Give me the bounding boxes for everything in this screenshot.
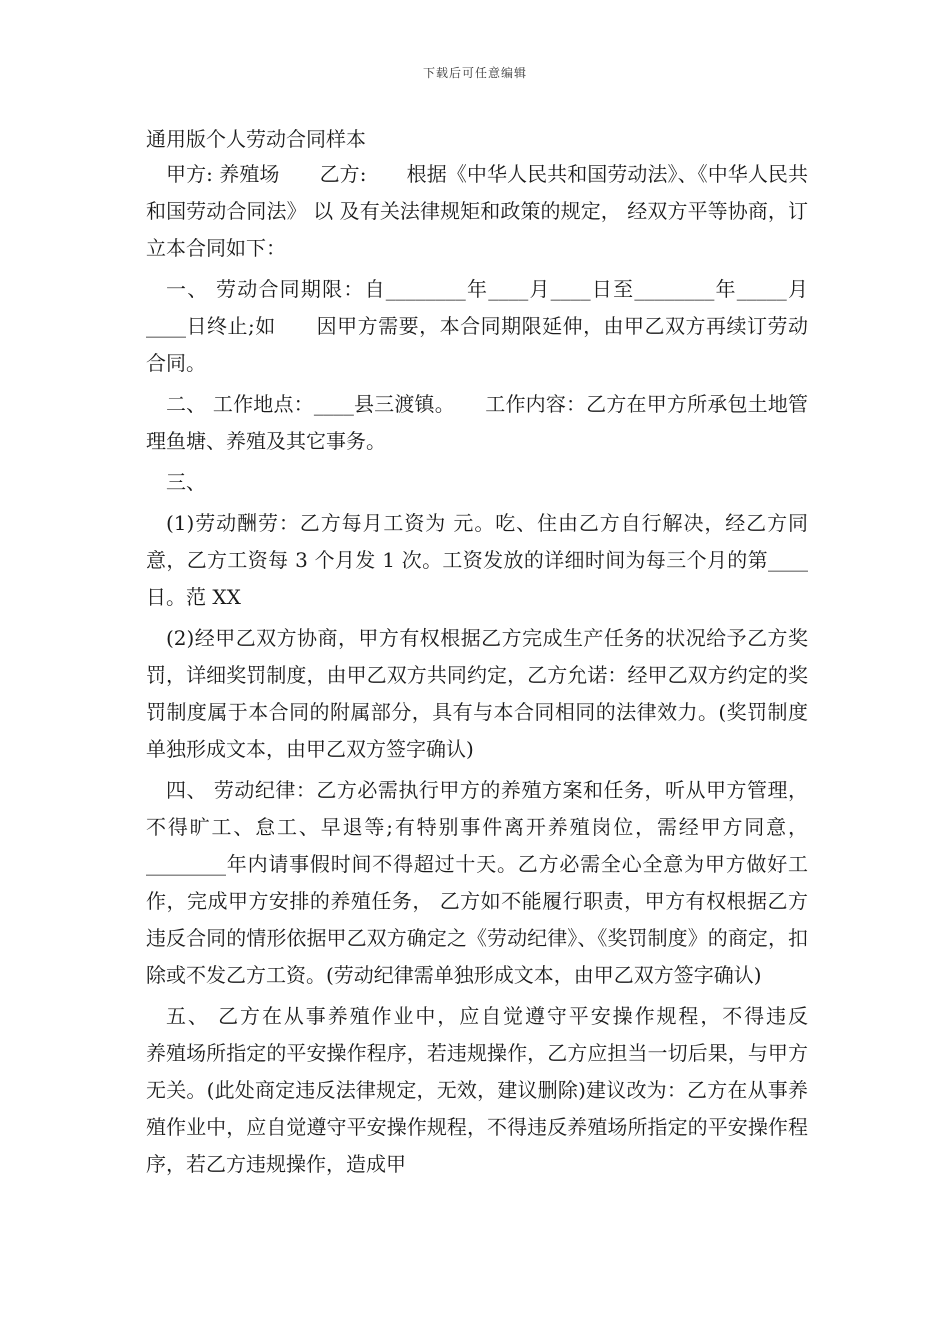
paragraph-rewards-penalties: (2)经甲乙双方协商，甲方有权根据乙方完成生产任务的状况给予乙方奖罚，详细奖罚制度，由甲乙双方共同约定，乙方允诺：经甲乙双方约定的奖罚制度属于本合同的附属部分，具有与本合同相同的法律效力。(奖罚制度单独形成文本，由甲乙双方签字确认) — [146, 626, 808, 761]
paragraph-term: 一、 劳动合同期限：自________年____月____日至________年_____月____日终止;如 因甲方需要，本合同期限延伸，由甲乙双方再续订劳动合同。 — [146, 277, 808, 375]
paragraph-section-three: 三、 — [166, 470, 206, 494]
document-title: 通用版个人劳动合同样本 — [146, 127, 366, 151]
paragraph-labor-discipline: 四、 劳动纪律：乙方必需执行甲方的养殖方案和任务，听从甲方管理，不得旷工、怠工、早退等;有特别事件离开养殖岗位，需经甲方同意，________年内请事假时间不得超过十天。乙方必需全心全意为甲方做好工作，完成甲方安排的养殖任务， 乙方如不能履行职责，甲方有权根据乙方违反合同的情形依据甲乙双方确定之《劳动纪律》、《奖罚制度》的商定，扣除或不发乙方工资。(劳动纪律需单独形成文本，由甲乙双方签字确认) — [146, 778, 808, 987]
document-body — [146, 156, 848, 1187]
paragraph-workplace: 二、 工作地点：____县三渡镇。 工作内容：乙方在甲方所承包土地管理鱼塘、养殖及其它事务。 — [146, 392, 808, 453]
paragraph-remuneration: (1)劳动酬劳：乙方每月工资为 元。吃、住由乙方自行解决，经乙方同意，乙方工资每 3 个月发 1 次。工资发放的详细时间为每三个月的第____日。范 XX — [146, 511, 808, 609]
paragraph-safety: 五、 乙方在从事养殖作业中，应自觉遵守平安操作规程，不得违反 养殖场所指定的平安操作程序，若违规操作，乙方应担当一切后果，与甲方无关。(此处商定违反法律规定，无效，建议删除)建议改为：乙方在从事养殖作业中，应自觉遵守平安操作规程，不得违反养殖场所指定的平安操作程序，若乙方违规操作，造成甲 — [146, 1004, 848, 1176]
header-note: 下载后可任意编辑 — [422, 66, 527, 80]
paragraph-parties: 甲方: 养殖场 乙方: 根据《中华人民共和国劳动法》、《中华人民共和国劳动合同法》 以 及有关法律规矩和政策的规定， 经双方平等协商，订立本合同如下： — [146, 162, 808, 260]
